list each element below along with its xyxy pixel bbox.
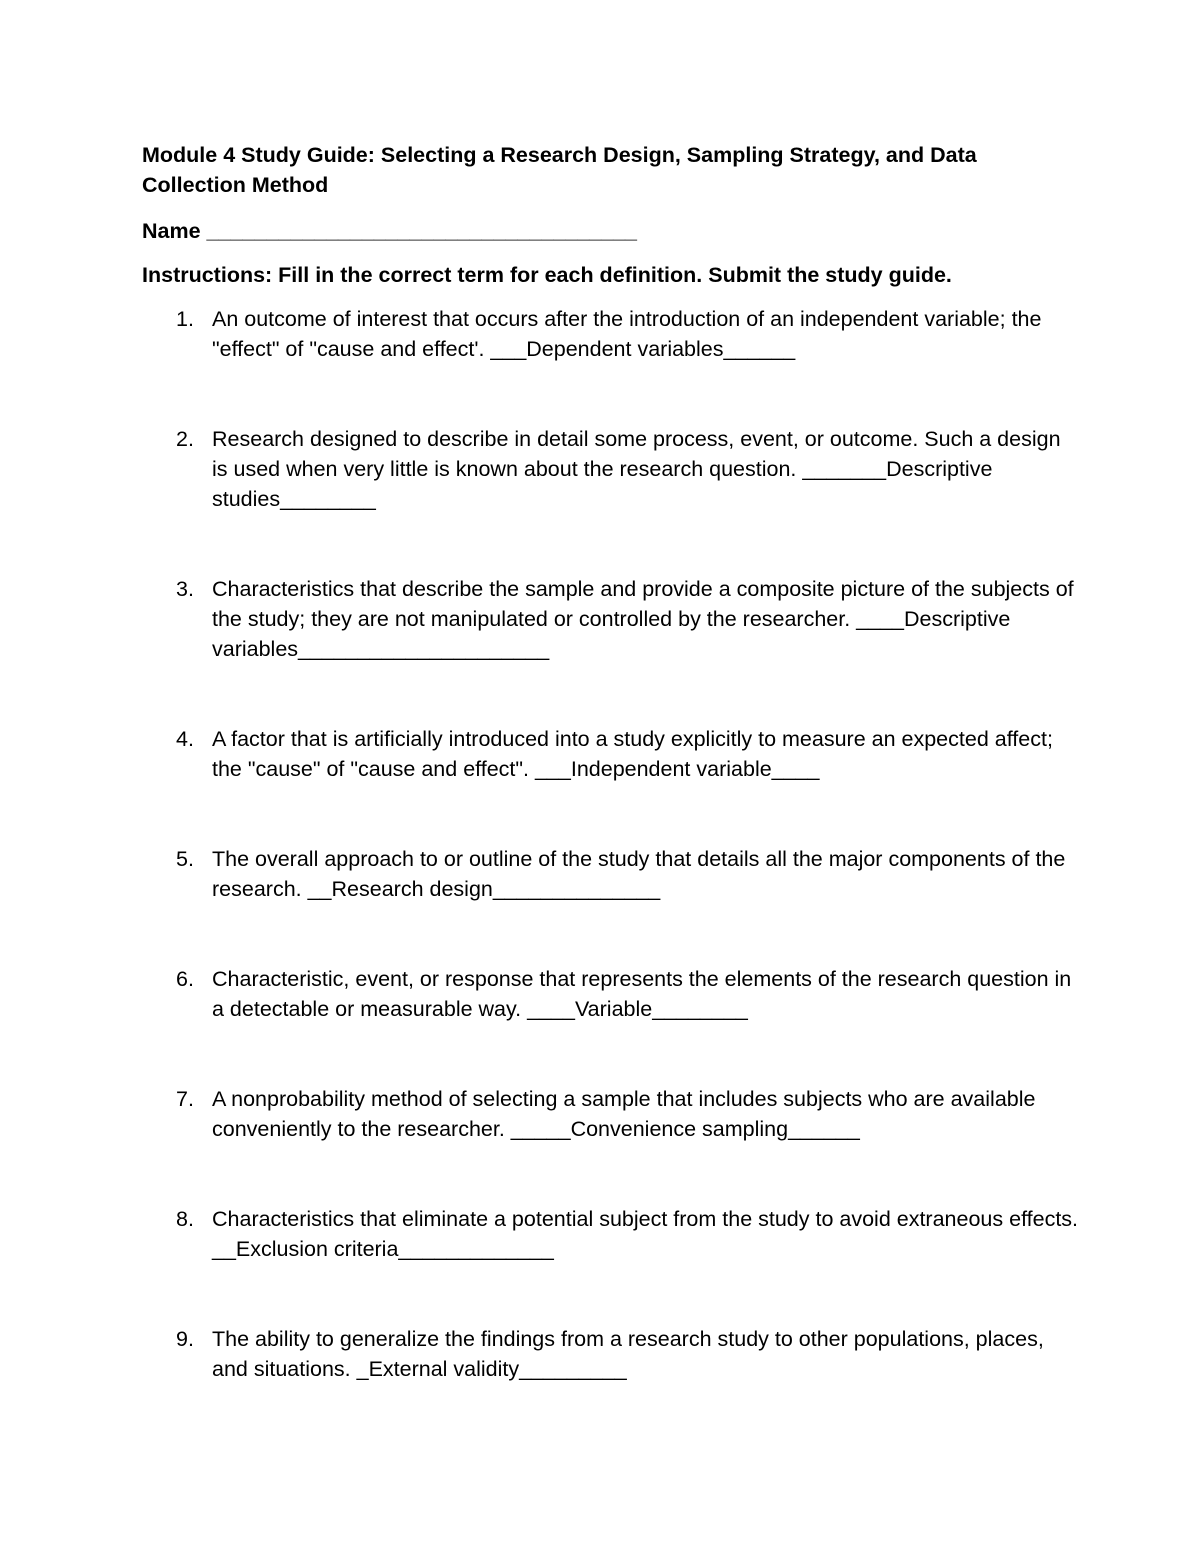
document-title: Module 4 Study Guide: Selecting a Research Design, Sampling Strategy, and Data Collection Method: [142, 143, 977, 197]
list-item: [142, 1204, 1082, 1264]
list-item: [142, 724, 1082, 784]
item-number: 3.: [176, 577, 194, 601]
item-number: 6.: [176, 967, 194, 991]
list-item: [142, 304, 1082, 364]
name-field-line: Name ____________________________________: [142, 219, 637, 243]
list-item: [142, 844, 1082, 904]
item-text: An outcome of interest that occurs after the introduction of an independent variable; the "effect" of "cause and effect'. ___Dependent variables______: [212, 307, 1042, 361]
item-number: 1.: [176, 307, 194, 331]
definition-list: [142, 304, 1082, 1384]
item-number: 8.: [176, 1207, 194, 1231]
item-text: Research designed to describe in detail some process, event, or outcome. Such a design is used when very little is known about the research question. _______Descriptive studies________: [212, 427, 1061, 511]
item-number: 7.: [176, 1087, 194, 1111]
item-text: Characteristics that describe the sample and provide a composite picture of the subjects of the study; they are not manipulated or controlled by the researcher. ____Descriptive variables_____________________: [212, 577, 1074, 661]
item-number: 2.: [176, 427, 194, 451]
item-text: Characteristic, event, or response that represents the elements of the research question in a detectable or measurable way. ____Variable________: [212, 967, 1072, 1021]
list-item: [142, 1084, 1082, 1144]
item-text: A factor that is artificially introduced into a study explicitly to measure an expected affect; the "cause" of "cause and effect". ___Independent variable____: [212, 727, 1053, 781]
item-text: The overall approach to or outline of the study that details all the major components of the research. __Research design______________: [212, 847, 1066, 901]
instructions: Instructions: Fill in the correct term for each definition. Submit the study guide.: [142, 263, 952, 287]
list-item: [142, 574, 1082, 664]
list-item: [142, 424, 1082, 514]
item-text: The ability to generalize the findings from a research study to other populations, places, and situations. _External validity_________: [212, 1327, 1044, 1381]
list-item: [142, 964, 1082, 1024]
item-text: Characteristics that eliminate a potential subject from the study to avoid extraneous effects. __Exclusion criteria_____________: [212, 1207, 1079, 1261]
item-number: 4.: [176, 727, 194, 751]
study-guide-page: [142, 140, 1082, 1384]
list-item: [142, 1324, 1082, 1384]
item-number: 5.: [176, 847, 194, 871]
item-text: A nonprobability method of selecting a sample that includes subjects who are available conveniently to the researcher. _____Convenience sampling______: [212, 1087, 1036, 1141]
item-number: 9.: [176, 1327, 194, 1351]
